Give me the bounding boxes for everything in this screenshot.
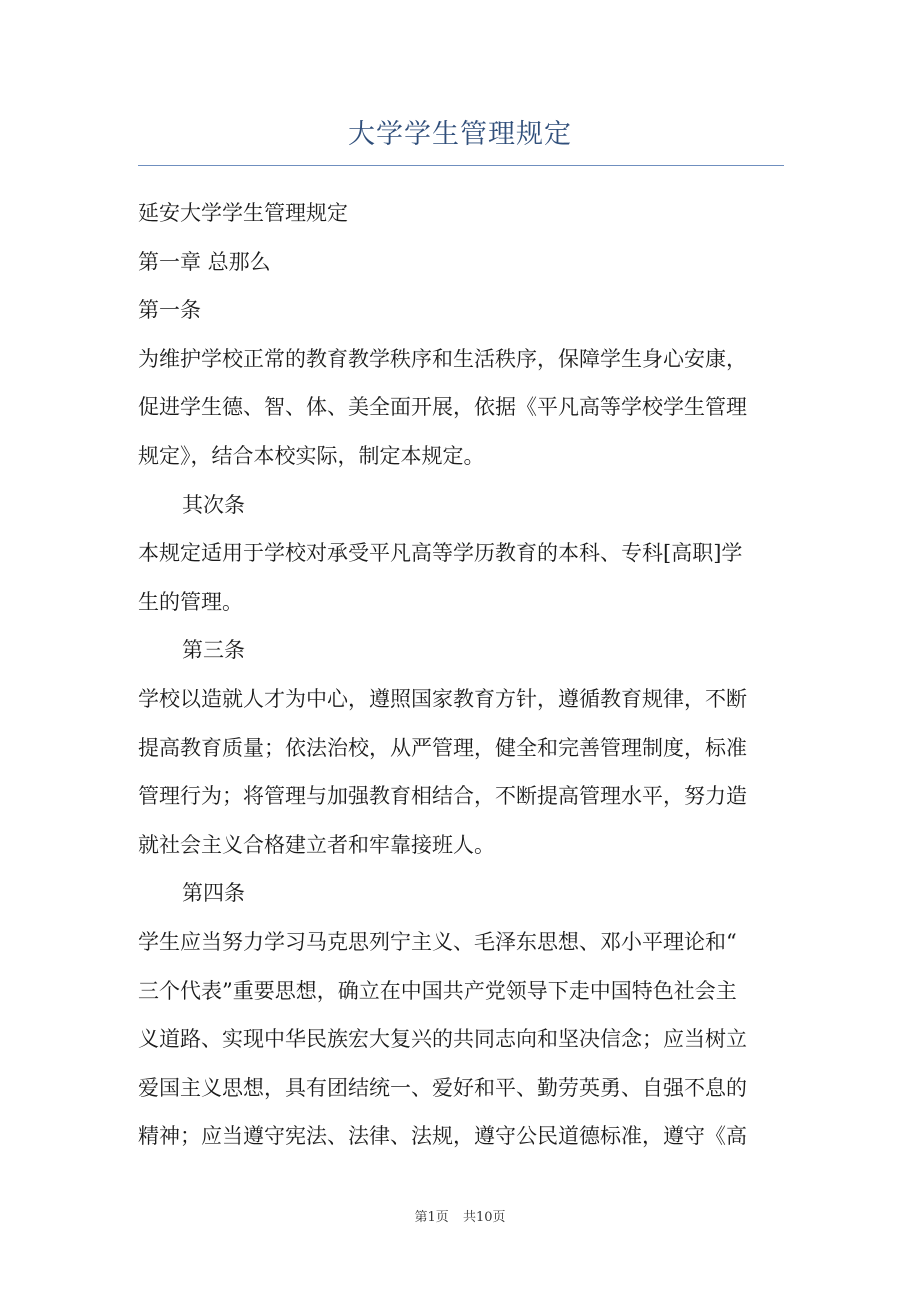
document-body <box>138 189 774 1161</box>
page-number: 第1页 <box>414 1210 449 1225</box>
article-1-line: 为维护学校正常的教育教学秩序和生活秩序，保障学生身心安康， <box>138 346 747 371</box>
article-4-label: 第四条 <box>182 881 245 906</box>
article-1-line: 促进学生德、智、体、美全面开展，依据《平凡高等学校学生管理 <box>138 395 747 420</box>
article-3-line: 就社会主义合格建立者和牢靠接班人。 <box>138 832 495 857</box>
article-4-line: 义道路、实现中华民族宏大复兴的共同志向和坚决信念；应当树立 <box>138 1027 747 1052</box>
article-1-label: 第一条 <box>138 298 201 323</box>
article-2-line: 生的管理。 <box>138 589 243 614</box>
chapter-title: 第一章 总那么 <box>138 249 271 274</box>
title-underline <box>138 165 784 166</box>
document-title: 大学学生管理规定 <box>348 119 572 150</box>
article-2-line: 本规定适用于学校对承受平凡高等学历教育的本科、专科[高职]学 <box>138 541 743 566</box>
article-2-label: 其次条 <box>182 492 245 517</box>
page-footer <box>0 1206 920 1225</box>
article-4-line: 精神；应当遵守宪法、法律、法规，遵守公民道德标准，遵守《高 <box>138 1124 747 1149</box>
article-4-line: 学生应当努力学习马克思列宁主义、毛泽东思想、邓小平理论和“ <box>138 929 737 954</box>
page-total: 共10页 <box>462 1210 506 1225</box>
article-4-line: 爱国主义思想，具有团结统一、爱好和平、勤劳英勇、自强不息的 <box>138 1075 747 1100</box>
article-3-label: 第三条 <box>182 638 245 663</box>
article-3-line: 学校以造就人才为中心，遵照国家教育方针，遵循教育规律，不断 <box>138 686 747 711</box>
article-3-line: 提高教育质量；依法治校，从严管理，健全和完善管理制度，标准 <box>138 735 747 760</box>
document-heading: 延安大学学生管理规定 <box>138 201 348 225</box>
article-1-line: 规定》，结合本校实际，制定本规定。 <box>138 443 485 468</box>
article-3-line: 管理行为；将管理与加强教育相结合，不断提高管理水平，努力造 <box>138 784 747 809</box>
article-4-line: 三个代表”重要思想，确立在中国共产党领导下走中国特色社会主 <box>138 978 737 1003</box>
